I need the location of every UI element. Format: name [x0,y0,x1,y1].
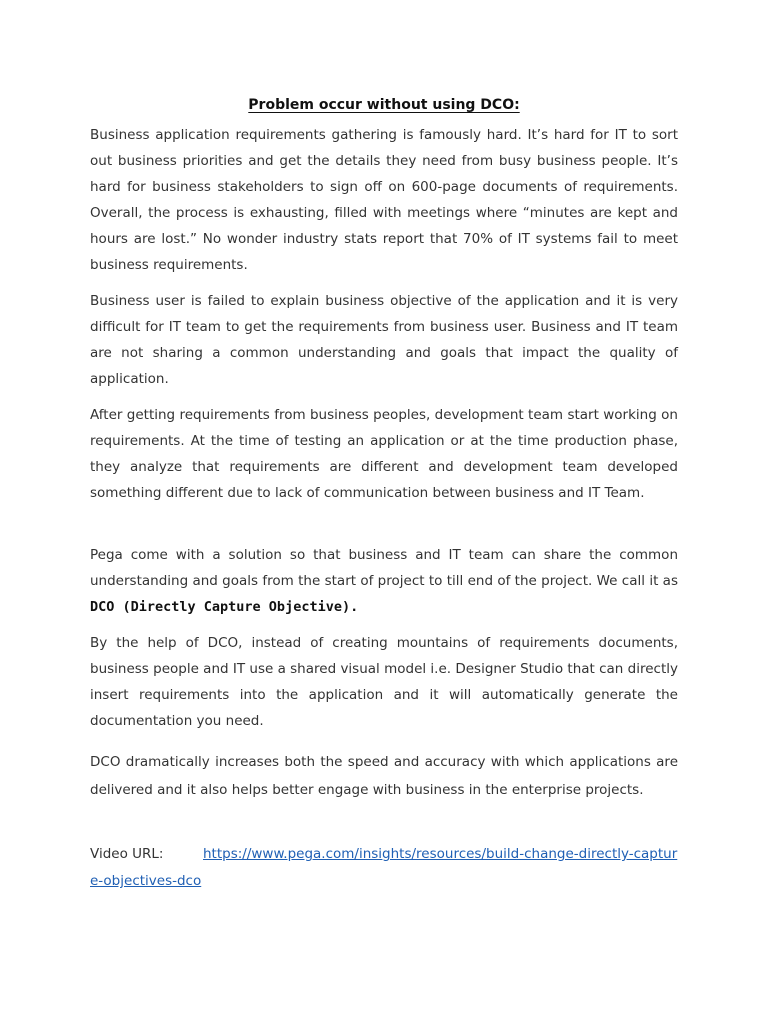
document-title [90,95,678,115]
paragraph-business-user: Business user is failed to explain business objective of the application and it is very difficult for IT team to get the requirements from business user. Business and IT team are not sharing a common understanding and goals that impact the quality of application. [90,293,678,387]
dco-definition: DCO (Directly Capture Objective). [90,599,359,615]
video-url-link[interactable]: https://www.pega.com/insights/resources/build-change-directly-capture-objectives-dco [90,846,678,889]
paragraph-dco-benefits: DCO dramatically increases both the speed and accuracy with which applications are delivered and it also helps better engage with business in the enterprise projects. [90,754,678,798]
paragraph-help-of-dco: By the help of DCO, instead of creating mountains of requirements documents, business people and IT use a shared visual model i.e. Designer Studio that can directly insert requirements into the application and it will automatically generate the documentation you need. [90,635,678,729]
paragraph-requirements-gathering: Business application requirements gathering is famously hard. It’s hard for IT to sort out business priorities and get the details they need from busy business people. It’s hard for business stakeholders to sign off on 600-page documents of requirements. Overall, the process is exhausting, filled with meetings where “minutes are kept and hours are lost.” No wonder industry stats report that 70% of IT systems fail to meet business requirements. [90,127,678,273]
pega-solution-text: Pega come with a solution so that business and IT team can share the common understanding and goals from the start of project to till end of the project. We call it as [90,547,678,589]
title-text: Problem occur without using DCO: [248,97,520,113]
video-url-line [90,841,678,895]
paragraph-development-team: After getting requirements from business peoples, development team start working on requirements. At the time of testing an application or at the time production phase, they analyze that requirements are different and development team developed something different due to lack of communication between business and IT Team. [90,407,678,501]
paragraph-pega-solution [90,542,678,620]
video-url-label: Video URL: [90,846,164,862]
